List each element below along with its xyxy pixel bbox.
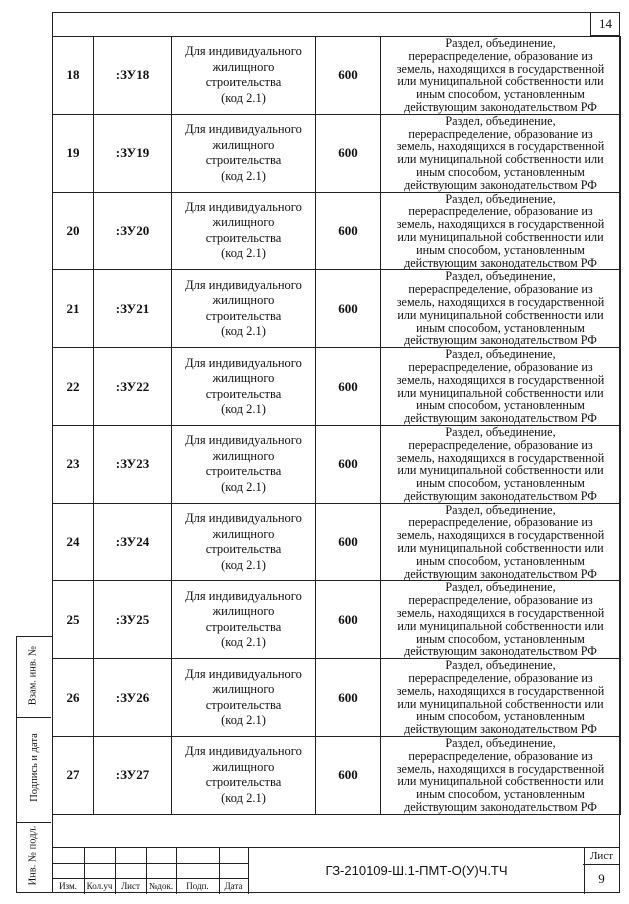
side-approval-strip [16, 636, 52, 893]
permitted-use [172, 270, 316, 348]
permitted-use-line: Для индивидуального [185, 433, 302, 448]
formation-method-line: перераспределение, образование из [408, 126, 593, 141]
plot-area-line: 600 [338, 378, 358, 394]
row-number [53, 192, 94, 270]
plot-id-line: :ЗУ22 [115, 378, 150, 394]
formation-method-line: земель, находящихся в государственной [396, 450, 605, 465]
plot-area [316, 503, 381, 581]
permitted-use [172, 37, 316, 115]
permitted-use-line: строительства [205, 153, 282, 168]
permitted-use [172, 192, 316, 270]
formation-method-line: иным способом, установленным [416, 398, 585, 413]
formation-method [381, 37, 621, 115]
permitted-use-line: (код 2.1) [221, 90, 266, 105]
formation-method-line: Раздел, объединение, [445, 36, 556, 50]
row-number-line: 25 [66, 611, 80, 627]
permitted-use-line: (код 2.1) [221, 324, 266, 339]
formation-method-line: иным способом, установленным [416, 787, 585, 802]
plot-area [316, 270, 381, 348]
row-number [53, 37, 94, 115]
formation-method [381, 348, 621, 426]
formation-method-line: перераспределение, образование из [408, 48, 593, 63]
row-number-line: 26 [66, 689, 80, 705]
formation-method-line: земель, находящихся в государственной [396, 372, 605, 387]
permitted-use-line: жилищного [212, 526, 275, 541]
formation-method-line: или муниципальной собственности или [397, 541, 604, 556]
plot-id [94, 503, 172, 581]
permitted-use-line: строительства [205, 619, 282, 634]
formation-method [381, 425, 621, 503]
plot-area [316, 659, 381, 737]
row-number [53, 581, 94, 659]
formation-method-line: перераспределение, образование из [408, 204, 593, 219]
row-number-line: 22 [66, 378, 80, 394]
plot-id-line: :ЗУ21 [115, 300, 150, 316]
formation-method-line: или муниципальной собственности или [397, 152, 604, 167]
formation-method-line: или муниципальной собственности или [397, 307, 604, 322]
side-label-inv: Инв. № подл. [27, 825, 39, 886]
formation-method-line: Раздел, объединение, [445, 736, 556, 751]
plot-area [316, 348, 381, 426]
plot-area-line: 600 [338, 145, 358, 161]
plot-id-line: :ЗУ26 [115, 689, 150, 705]
formation-method [381, 581, 621, 659]
formation-method-line: Раздел, объединение, [445, 269, 556, 284]
formation-method-line: действующим законодательством РФ [404, 800, 597, 815]
formation-method-line: или муниципальной собственности или [397, 774, 604, 789]
row-number-line: 21 [66, 300, 80, 316]
permitted-use-line: Для индивидуального [185, 122, 302, 137]
table-row [53, 192, 621, 270]
plot-id-line: :ЗУ23 [115, 456, 150, 472]
formation-method-line: иным способом, установленным [416, 709, 585, 724]
formation-method-line: перераспределение, образование из [408, 593, 593, 608]
formation-method-line: земель, находящихся в государственной [396, 528, 605, 543]
plot-id-line: :ЗУ20 [115, 222, 150, 238]
table-row [53, 270, 621, 348]
permitted-use-line: Для индивидуального [185, 355, 302, 370]
table-row [53, 114, 621, 192]
formation-method-line: действующим законодательством РФ [404, 411, 597, 426]
formation-method-line: земель, находящихся в государственной [396, 217, 605, 232]
table-row [53, 503, 621, 581]
permitted-use-line: строительства [205, 230, 282, 245]
plot-area [316, 114, 381, 192]
permitted-use-line: строительства [205, 697, 282, 712]
permitted-use-line: жилищного [212, 371, 275, 386]
row-number-line: 19 [66, 145, 80, 161]
formation-method [381, 192, 621, 270]
permitted-use [172, 503, 316, 581]
side-label-podpis: Подпись и дата [29, 733, 40, 802]
permitted-use [172, 581, 316, 659]
row-number-line: 27 [66, 767, 80, 783]
permitted-use-line: жилищного [212, 59, 275, 74]
formation-method-line: или муниципальной собственности или [397, 74, 604, 89]
formation-method-line: иным способом, установленным [416, 320, 585, 335]
formation-method-line: действующим законодательством РФ [404, 488, 597, 503]
row-number-line: 18 [66, 67, 80, 83]
permitted-use [172, 659, 316, 737]
formation-method-line: действующим законодательством РФ [404, 722, 597, 737]
formation-method-line: земель, находящихся в государственной [396, 761, 605, 776]
formation-method-line: Раздел, объединение, [445, 347, 556, 362]
sheet-number: 9 [598, 871, 605, 886]
formation-method-line: или муниципальной собственности или [397, 696, 604, 711]
col-list: Лист [121, 881, 140, 891]
permitted-use [172, 425, 316, 503]
row-number [53, 425, 94, 503]
permitted-use-line: жилищного [212, 682, 275, 697]
plot-id-line: :ЗУ24 [115, 534, 150, 550]
plot-area-line: 600 [338, 767, 358, 783]
formation-method-line: действующим законодательством РФ [404, 644, 597, 659]
formation-method-line: действующим законодательством РФ [404, 99, 597, 114]
formation-method-line: иным способом, установленным [416, 553, 585, 568]
permitted-use-line: (код 2.1) [221, 713, 266, 728]
permitted-use-line: жилищного [212, 215, 275, 230]
permitted-use-line: жилищного [212, 293, 275, 308]
plot-area [316, 737, 381, 815]
formation-method-line: Раздел, объединение, [445, 191, 556, 206]
formation-method [381, 503, 621, 581]
row-number [53, 503, 94, 581]
formation-method [381, 114, 621, 192]
permitted-use [172, 737, 316, 815]
formation-method-line: иным способом, установленным [416, 242, 585, 257]
permitted-use-line: Для индивидуального [185, 744, 302, 759]
permitted-use-line: (код 2.1) [221, 246, 266, 261]
row-number-line: 24 [66, 534, 80, 550]
row-number [53, 270, 94, 348]
plot-area-line: 600 [338, 222, 358, 238]
permitted-use-line: жилищного [212, 759, 275, 774]
col-kol-uch: Кол.уч [86, 881, 113, 891]
revision-grid [52, 848, 248, 894]
formation-method-line: действующим законодательством РФ [404, 333, 597, 348]
formation-method-line: перераспределение, образование из [408, 282, 593, 297]
formation-method-line: перераспределение, образование из [408, 515, 593, 530]
row-number-line: 23 [66, 456, 80, 472]
formation-method-line: Раздел, объединение, [445, 424, 556, 439]
formation-method-line: иным способом, установленным [416, 631, 585, 646]
permitted-use-line: строительства [205, 542, 282, 557]
row-number [53, 737, 94, 815]
formation-method-line: перераспределение, образование из [408, 437, 593, 452]
table-row [53, 737, 621, 815]
permitted-use-line: жилищного [212, 137, 275, 152]
formation-method-line: земель, находящихся в государственной [396, 683, 605, 698]
plot-id [94, 581, 172, 659]
permitted-use-line: Для индивидуального [185, 666, 302, 681]
permitted-use-line: Для индивидуального [185, 44, 302, 59]
formation-method-line: или муниципальной собственности или [397, 385, 604, 400]
formation-method-line: Раздел, объединение, [445, 113, 556, 128]
formation-method-line: или муниципальной собственности или [397, 618, 604, 633]
formation-method-line: Раздел, объединение, [445, 658, 556, 673]
formation-method [381, 270, 621, 348]
row-number [53, 348, 94, 426]
document-code: ГЗ-210109-Ш.1-ПМТ-О(У)Ч.ТЧ [248, 848, 585, 894]
col-data: Дата [224, 881, 243, 891]
table-body [53, 37, 621, 815]
permitted-use-line: строительства [205, 386, 282, 401]
permitted-use-line: (код 2.1) [221, 402, 266, 417]
permitted-use-line: Для индивидуального [185, 511, 302, 526]
plot-id [94, 270, 172, 348]
plot-area-line: 600 [338, 67, 358, 83]
permitted-use-line: строительства [205, 464, 282, 479]
formation-method-line: или муниципальной собственности или [397, 229, 604, 244]
formation-method [381, 659, 621, 737]
permitted-use-line: строительства [205, 75, 282, 90]
permitted-use-line: строительства [205, 775, 282, 790]
formation-method-line: перераспределение, образование из [408, 671, 593, 686]
plot-id [94, 37, 172, 115]
permitted-use-line: Для индивидуального [185, 199, 302, 214]
plot-id [94, 737, 172, 815]
side-cell-vzam [17, 637, 51, 718]
permitted-use [172, 114, 316, 192]
formation-method [381, 737, 621, 815]
table-row [53, 659, 621, 737]
side-label-vzam: Взам. инв. № [27, 645, 39, 706]
row-number-line: 20 [66, 222, 80, 238]
plot-id [94, 114, 172, 192]
permitted-use-line: (код 2.1) [221, 557, 266, 572]
plot-id [94, 659, 172, 737]
plot-area-line: 600 [338, 300, 358, 316]
col-ndok: №док. [148, 881, 174, 891]
formation-method-line: земель, находящихся в государственной [396, 61, 605, 76]
formation-method-line: или муниципальной собственности или [397, 463, 604, 478]
plot-area-line: 600 [338, 689, 358, 705]
plot-area-line: 600 [338, 456, 358, 472]
formation-method-line: действующим законодательством РФ [404, 255, 597, 270]
formation-method-line: земель, находящихся в государственной [396, 139, 605, 154]
plot-id [94, 348, 172, 426]
permitted-use [172, 348, 316, 426]
formation-method-line: земель, находящихся в государственной [396, 606, 605, 621]
plot-id-line: :ЗУ19 [115, 145, 150, 161]
formation-method-line: иным способом, установленным [416, 87, 585, 102]
permitted-use-line: Для индивидуального [185, 588, 302, 603]
permitted-use-line: (код 2.1) [221, 168, 266, 183]
title-block [52, 847, 620, 893]
plot-area [316, 425, 381, 503]
permitted-use-line: Для индивидуального [185, 277, 302, 292]
plot-id [94, 192, 172, 270]
plot-area-line: 600 [338, 534, 358, 550]
page-number: 14 [590, 12, 620, 36]
side-cell-inv [17, 822, 51, 892]
permitted-use-line: жилищного [212, 604, 275, 619]
formation-method-line: действующим законодательством РФ [404, 566, 597, 581]
table-row [53, 37, 621, 115]
formation-method-line: Раздел, объединение, [445, 580, 556, 595]
row-number [53, 659, 94, 737]
plot-area-line: 600 [338, 611, 358, 627]
formation-method-line: иным способом, установленным [416, 164, 585, 179]
permitted-use-line: (код 2.1) [221, 635, 266, 650]
table-row [53, 581, 621, 659]
plot-area [316, 192, 381, 270]
land-plots-table [52, 36, 621, 815]
col-izm: Изм. [59, 881, 77, 891]
plot-area [316, 581, 381, 659]
side-cell-podpis [17, 717, 51, 823]
permitted-use-line: строительства [205, 308, 282, 323]
formation-method-line: иным способом, установленным [416, 476, 585, 491]
table-row [53, 425, 621, 503]
plot-id-line: :ЗУ27 [115, 767, 150, 783]
plot-id-line: :ЗУ25 [115, 611, 150, 627]
sheet-label: Лист [583, 848, 620, 865]
col-podp: Подп. [186, 881, 209, 891]
formation-method-line: перераспределение, образование из [408, 748, 593, 763]
permitted-use-line: (код 2.1) [221, 479, 266, 494]
table-row [53, 348, 621, 426]
formation-method-line: земель, находящихся в государственной [396, 294, 605, 309]
formation-method-line: действующим законодательством РФ [404, 177, 597, 192]
plot-area [316, 37, 381, 115]
plot-id [94, 425, 172, 503]
formation-method-line: Раздел, объединение, [445, 502, 556, 517]
row-number [53, 114, 94, 192]
permitted-use-line: (код 2.1) [221, 790, 266, 805]
plot-id-line: :ЗУ18 [115, 67, 150, 83]
formation-method-line: перераспределение, образование из [408, 359, 593, 374]
permitted-use-line: жилищного [212, 448, 275, 463]
